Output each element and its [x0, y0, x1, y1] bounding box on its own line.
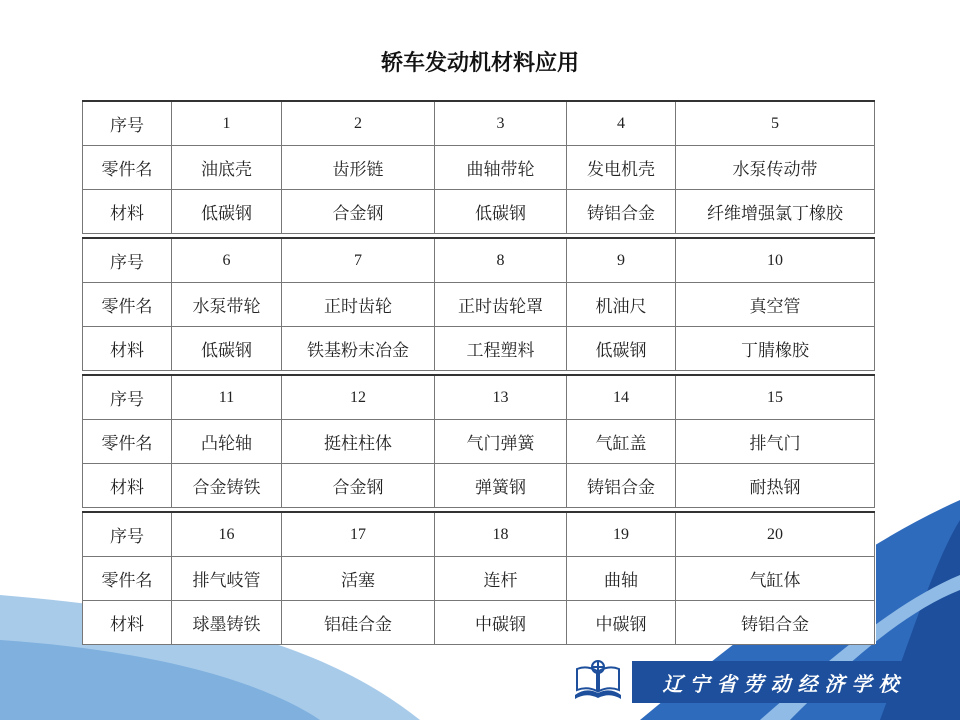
table-cell: 水泵传动带	[676, 146, 875, 190]
table-cell: 机油尺	[567, 283, 676, 327]
table-cell: 活塞	[282, 557, 435, 601]
table-cell: 14	[567, 375, 676, 420]
table-cell: 12	[282, 375, 435, 420]
table-cell: 20	[676, 512, 875, 557]
table-cell: 排气门	[676, 420, 875, 464]
table-cell: 低碳钢	[172, 327, 282, 371]
row-label: 序号	[83, 238, 172, 283]
row-label: 序号	[83, 512, 172, 557]
part-name-row	[83, 557, 875, 601]
table-cell: 11	[172, 375, 282, 420]
row-label: 材料	[83, 327, 172, 371]
material-row	[83, 601, 875, 645]
table-cell: 10	[676, 238, 875, 283]
part-name-row	[83, 146, 875, 190]
table-cell: 3	[435, 101, 567, 146]
table-cell: 挺柱柱体	[282, 420, 435, 464]
table-cell: 4	[567, 101, 676, 146]
table-cell: 合金钢	[282, 464, 435, 508]
table-cell: 6	[172, 238, 282, 283]
table-cell: 9	[567, 238, 676, 283]
table-cell: 凸轮轴	[172, 420, 282, 464]
table-cell: 丁腈橡胶	[676, 327, 875, 371]
table-cell: 连杆	[435, 557, 567, 601]
table-cell: 齿形链	[282, 146, 435, 190]
material-row	[83, 464, 875, 508]
table-cell: 低碳钢	[435, 190, 567, 234]
table-cell: 正时齿轮	[282, 283, 435, 327]
row-label: 序号	[83, 375, 172, 420]
table-cell: 曲轴带轮	[435, 146, 567, 190]
table-cell: 1	[172, 101, 282, 146]
material-row	[83, 190, 875, 234]
row-label: 材料	[83, 464, 172, 508]
school-logo-icon	[571, 657, 625, 703]
table-cell: 合金钢	[282, 190, 435, 234]
table-group	[82, 237, 875, 371]
table-cell: 合金铸铁	[172, 464, 282, 508]
table-cell: 铸铝合金	[567, 190, 676, 234]
row-label: 零件名	[83, 420, 172, 464]
table-cell: 弹簧钢	[435, 464, 567, 508]
index-row	[83, 512, 875, 557]
table-cell: 纤维增强氯丁橡胶	[676, 190, 875, 234]
index-row	[83, 375, 875, 420]
table-cell: 耐热钢	[676, 464, 875, 508]
table-cell: 17	[282, 512, 435, 557]
part-name-row	[83, 283, 875, 327]
row-label: 序号	[83, 101, 172, 146]
row-label: 零件名	[83, 557, 172, 601]
table-cell: 16	[172, 512, 282, 557]
school-name-banner: 辽宁省劳动经济学校	[632, 661, 936, 703]
table-cell: 发电机壳	[567, 146, 676, 190]
table-cell: 铁基粉末冶金	[282, 327, 435, 371]
table-cell: 7	[282, 238, 435, 283]
table-cell: 19	[567, 512, 676, 557]
row-label: 零件名	[83, 283, 172, 327]
table-cell: 水泵带轮	[172, 283, 282, 327]
table-cell: 曲轴	[567, 557, 676, 601]
row-label: 材料	[83, 601, 172, 645]
table-cell: 铝硅合金	[282, 601, 435, 645]
table-cell: 低碳钢	[567, 327, 676, 371]
table-cell: 铸铝合金	[567, 464, 676, 508]
table-cell: 15	[676, 375, 875, 420]
part-name-row	[83, 420, 875, 464]
table-cell: 18	[435, 512, 567, 557]
table-cell: 铸铝合金	[676, 601, 875, 645]
table-group	[82, 374, 875, 508]
index-row	[83, 101, 875, 146]
table-cell: 中碳钢	[435, 601, 567, 645]
table-cell: 排气岐管	[172, 557, 282, 601]
table-cell: 气缸盖	[567, 420, 676, 464]
table-cell: 球墨铸铁	[172, 601, 282, 645]
index-row	[83, 238, 875, 283]
table-cell: 低碳钢	[172, 190, 282, 234]
table-cell: 2	[282, 101, 435, 146]
table-group	[82, 511, 875, 645]
page-title: 轿车发动机材料应用	[380, 51, 579, 76]
material-row	[83, 327, 875, 371]
table-cell: 气门弹簧	[435, 420, 567, 464]
table-cell: 工程塑料	[435, 327, 567, 371]
row-label: 材料	[83, 190, 172, 234]
table-group	[82, 100, 875, 234]
table-cell: 正时齿轮罩	[435, 283, 567, 327]
table-cell: 真空管	[676, 283, 875, 327]
table-cell: 8	[435, 238, 567, 283]
table-cell: 油底壳	[172, 146, 282, 190]
row-label: 零件名	[83, 146, 172, 190]
materials-table	[82, 100, 876, 644]
table-cell: 气缸体	[676, 557, 875, 601]
table-cell: 5	[676, 101, 875, 146]
table-cell: 中碳钢	[567, 601, 676, 645]
table-cell: 13	[435, 375, 567, 420]
